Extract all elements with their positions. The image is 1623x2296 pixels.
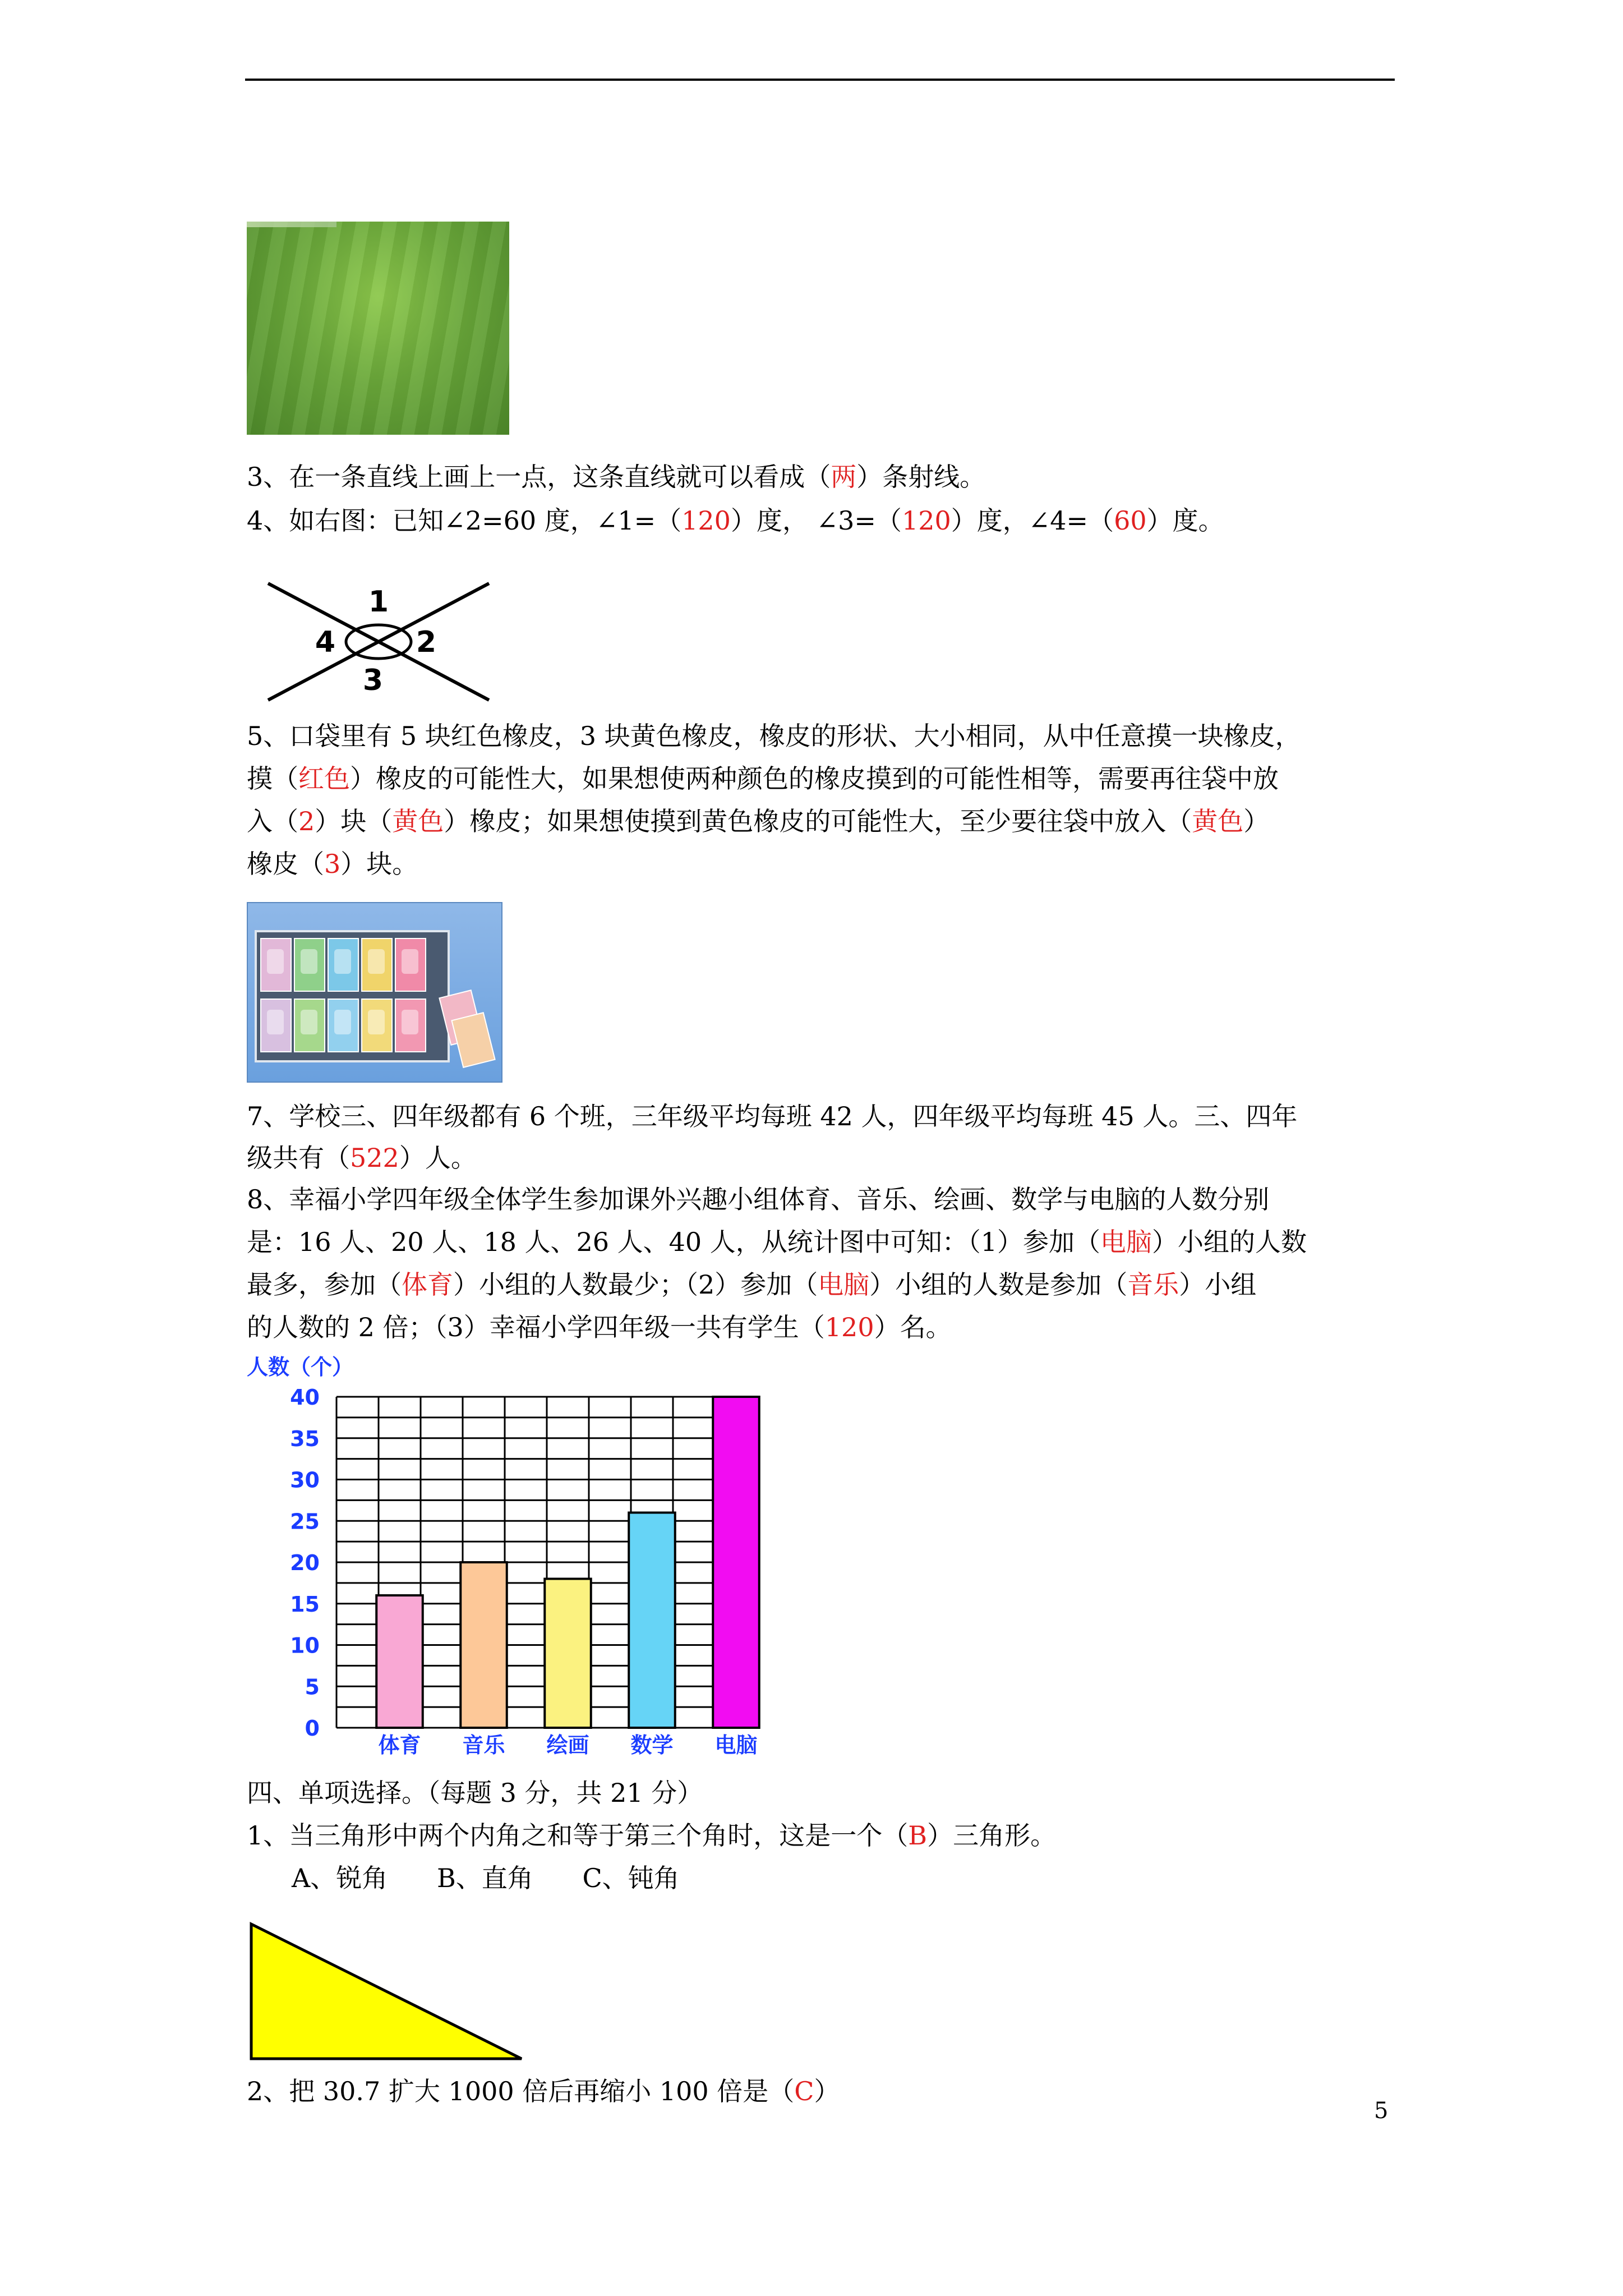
mc-question-1-options: A、锐角 B、直角 C、钝角 — [292, 1863, 680, 1893]
x-tick-label: 体育 — [378, 1733, 421, 1756]
answer: 522 — [350, 1143, 399, 1173]
x-tick-label: 绘画 — [546, 1733, 589, 1756]
mc-question-1: 1、当三角形中两个内角之和等于第三个角时，这是一个（B）三角形。 — [247, 1820, 1057, 1851]
answer: 120 — [824, 1312, 874, 1342]
x-tick-label: 电脑 — [714, 1733, 758, 1756]
chart-y-ticks — [290, 1385, 320, 1741]
y-tick-label: 20 — [290, 1550, 320, 1575]
question-5-line-1: 5、口袋里有 5 块红色橡皮，3 块黄色橡皮，橡皮的形状、大小相同，从中任意摸一块橡皮， — [247, 721, 1301, 751]
question-5-line-3: 入（2）块（黄色）橡皮；如果想使摸到黄色橡皮的可能性大，至少要往袋中放入（黄色） — [247, 806, 1270, 836]
angle-label-3: 3 — [362, 664, 384, 697]
y-tick-label: 35 — [290, 1426, 320, 1451]
angle-label-2: 2 — [416, 625, 437, 659]
question-7-line-2: 级共有（522）人。 — [247, 1143, 477, 1173]
crossed-lines-angle-figure — [258, 567, 499, 707]
question-5-line-2: 摸（红色）橡皮的可能性大，如果想使两种颜色的橡皮摸到的可能性相等，需要再往袋中放 — [247, 763, 1279, 794]
angle-label-4: 4 — [315, 625, 336, 659]
answer: 2 — [298, 806, 315, 836]
chart-y-axis-label: 人数（个） — [247, 1355, 354, 1379]
y-tick-label: 25 — [290, 1509, 320, 1534]
bar-5 — [713, 1397, 759, 1728]
answer: 电脑 — [818, 1269, 870, 1300]
question-8-line-3: 最多，参加（体育）小组的人数最少；（2）参加（电脑）小组的人数是参加（音乐）小组 — [247, 1269, 1257, 1300]
answer: 黄色 — [392, 806, 444, 836]
question-4: 4、如右图：已知∠2=60 度，∠1=（120）度， ∠3=（120）度，∠4=（60）度。 — [247, 505, 1224, 536]
right-triangle-figure — [247, 1918, 538, 2064]
section-4-heading: 四、单项选择。（每题 3 分，共 21 分） — [247, 1778, 703, 1808]
answer: 体育 — [402, 1269, 453, 1300]
snack-box-photo — [247, 902, 502, 1083]
question-8-line-1: 8、幸福小学四年级全体学生参加课外兴趣小组体育、音乐、绘画、数学与电脑的人数分别 — [247, 1184, 1270, 1214]
answer: 120 — [681, 505, 731, 536]
question-8-line-2: 是：16 人、20 人、18 人、26 人、40 人，从统计图中可知：（1）参加（电脑）小组的人数 — [247, 1227, 1307, 1257]
y-tick-label: 10 — [290, 1633, 320, 1658]
answer: 3 — [324, 849, 341, 879]
question-5-line-4: 橡皮（3）块。 — [247, 849, 418, 879]
answer: 两 — [831, 462, 857, 492]
y-tick-label: 5 — [305, 1674, 320, 1700]
question-8-line-4: 的人数的 2 倍；（3）幸福小学四年级一共有学生（120）名。 — [247, 1312, 952, 1342]
grass-field-photo — [247, 222, 509, 435]
answer: 电脑 — [1100, 1227, 1152, 1257]
angle-label-1: 1 — [368, 585, 389, 619]
page-number: 5 — [1374, 2098, 1389, 2124]
y-tick-label: 15 — [290, 1591, 320, 1617]
bar-2 — [460, 1562, 507, 1728]
x-tick-label: 数学 — [630, 1733, 674, 1756]
question-3: 3、在一条直线上画上一点，这条直线就可以看成（两）条射线。 — [247, 462, 986, 492]
answer: C — [794, 2076, 814, 2106]
answer: 120 — [901, 505, 951, 536]
mc-question-2: 2、把 30.7 扩大 1000 倍后再缩小 100 倍是（C） — [247, 2076, 840, 2106]
answer: 黄色 — [1192, 806, 1244, 836]
bar-4 — [629, 1513, 675, 1728]
answer: 音乐 — [1127, 1269, 1179, 1300]
answer: 60 — [1114, 505, 1147, 536]
y-tick-label: 0 — [305, 1716, 320, 1741]
answer: 红色 — [298, 763, 350, 794]
bar-1 — [376, 1595, 423, 1728]
header-rule — [245, 79, 1395, 81]
x-tick-label: 音乐 — [462, 1733, 505, 1756]
y-tick-label: 30 — [290, 1467, 320, 1493]
chart-x-ticks — [378, 1733, 757, 1756]
bar-3 — [545, 1579, 591, 1728]
y-tick-label: 40 — [290, 1385, 320, 1410]
answer: B — [908, 1820, 928, 1851]
bar-chart — [241, 1352, 780, 1756]
question-7-line-1: 7、学校三、四年级都有 6 个班，三年级平均每班 42 人，四年级平均每班 45 人。三、四年 — [247, 1101, 1298, 1131]
